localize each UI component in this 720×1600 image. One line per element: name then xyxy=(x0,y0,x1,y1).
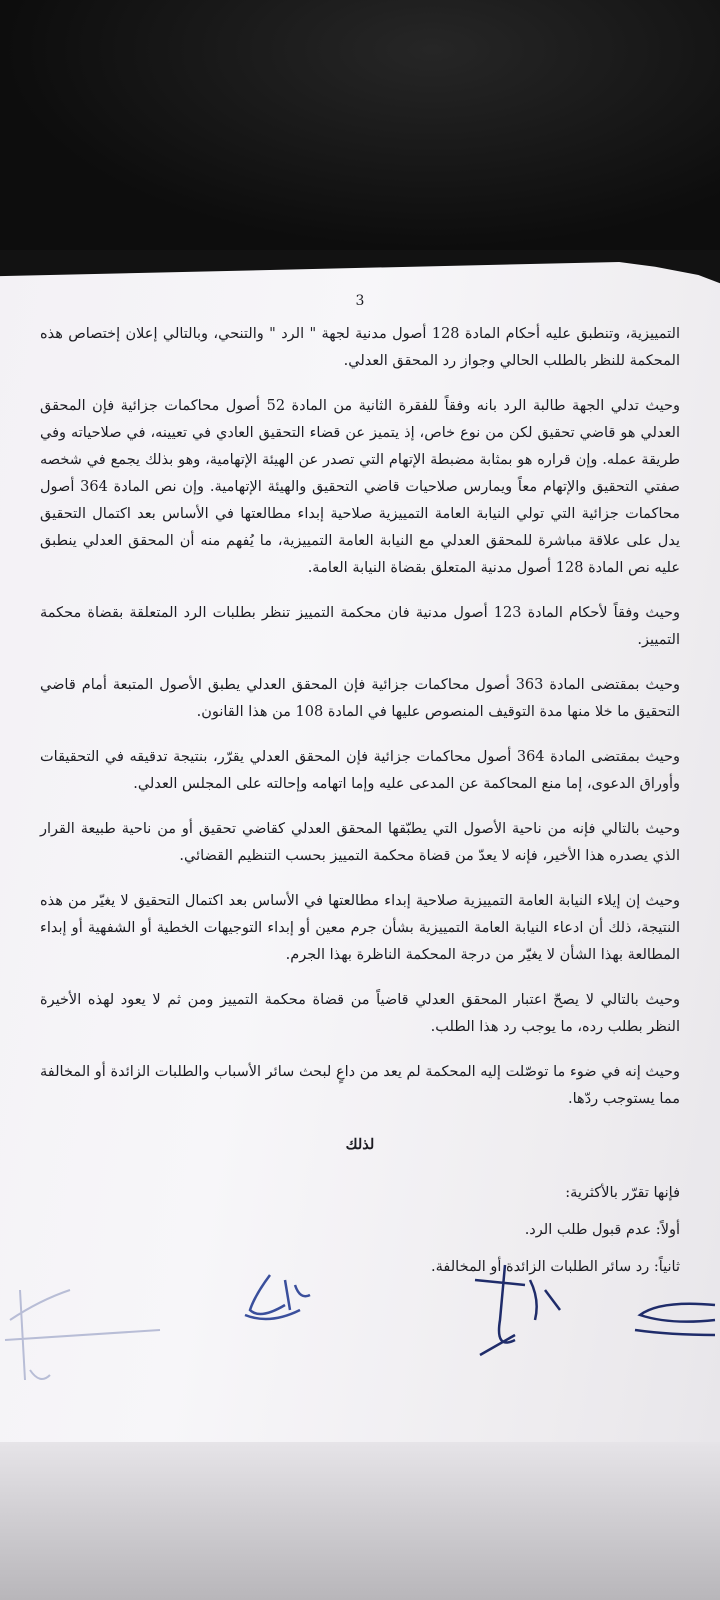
signature-left xyxy=(0,1270,170,1400)
document-body xyxy=(40,288,680,1291)
page-number: 3 xyxy=(355,293,365,309)
paragraph-1: التمييزية، وتنطبق عليه أحكام المادة 128 أصول مدنية لجهة " الرد " والتنحي، وبالتالي إعلان إختصاص هذه المحكمة للنظر بالطلب الحالي وجواز رد المحقق العدلي. xyxy=(40,326,680,369)
paragraph-3: وحيث وفقاً لأحكام المادة 123 أصول مدنية فان محكمة التمييز تنظر بطلبات الرد المتعلقة بقضاة محكمة التمييز. xyxy=(40,605,681,648)
section-heading: لذلك xyxy=(345,1136,375,1153)
signature-center-right xyxy=(455,1260,575,1370)
paragraph-4: وحيث بمقتضى المادة 363 أصول محاكمات جزائية فإن المحقق العدلي يطبق الأصول المتبعة أمام قاضي التحقيق ما خلا منها مدة التوقيف المنصوص عليها في المادة 108 من هذا القانون. xyxy=(40,677,680,720)
paragraph-5: وحيث بمقتضى المادة 364 أصول محاكمات جزائية فإن المحقق العدلي يقرّر، بنتيجة تدقيقه في التحقيقات وأوراق الدعوى، إما منع المحاكمة عن المدعى عليه وإما اتهامه وإحالته على المجلس العدلي. xyxy=(40,749,680,792)
decision-item-1: أولاً: عدم قبول طلب الرد. xyxy=(524,1222,680,1238)
dark-background xyxy=(0,0,720,250)
paragraph-8: وحيث بالتالي لا يصحّ اعتبار المحقق العدلي قاضياً من قضاة محكمة التمييز ومن ثم لا يعود لهذه الأخيرة النظر بطلب رده، ما يوجب رد هذا الطلب. xyxy=(40,992,680,1035)
paragraph-2: وحيث تدلي الجهة طالبة الرد بانه وفقاً للفقرة الثانية من المادة 52 أصول محاكمات جزائية فإن المحقق العدلي هو قاضي تحقيق لكن من نوع خاص، إذ يتميز عن قضاء التحقيق العادي في تعيينه، في صلاحياته وفي طريقة عمله. وإن قراره هو بمثابة مضبطة الإتهام التي تصدر عن الهيئة الإتهامية، وهو بذلك يجمع في شخصه صفتي التحقيق والإتهام معاً ويمارس صلاحيات قاضي التحقيق والهيئة الإتهامية. وإن نص المادة 364 أصول محاكمات جزائية التي تولي النيابة العامة التمييزية صلاحية إبداء مطالعتها في الأساس بعد اكتمال التحقيق يدل على علاقة مباشرة للمحقق العدلي مع النيابة العامة التمييزية، ما يُفهم منه أن المحقق العدلي ينطبق عليه نص المادة 128 أصول مدنية المتعلق بقضاة النيابة العامة. xyxy=(40,398,680,576)
paragraph-6: وحيث بالتالي فإنه من ناحية الأصول التي يطبّقها المحقق العدلي كقاضي تحقيق أو من ناحية طبيعة القرار الذي يصدره هذا الأخير، فإنه لا يعدّ من قضاة محكمة التمييز بحسب التنظيم القضائي. xyxy=(40,821,680,864)
paper-sheet-bottom xyxy=(0,1442,720,1600)
signature-center-left xyxy=(230,1265,330,1335)
paragraph-7: وحيث إن إيلاء النيابة العامة التمييزية صلاحية إبداء مطالعتها في الأساس بعد اكتمال التحقيق لا يغيّر من هذه النتيجة، ذلك أن ادعاء النيابة العامة التمييزية بشأن جرم معين أو إبداء التوجيهات الخطية أو الشفهية أو إبداء المطالعة بهذا الشأن لا يغيّر من درجة المحكمة الناظرة بهذا الجرم. xyxy=(40,893,680,963)
paragraph-9: وحيث إنه في ضوء ما توصّلت إليه المحكمة لم يعد من داعٍ لبحث سائر الأسباب والطلبات الزائدة أو المخالفة مما يستوجب ردّها. xyxy=(40,1064,680,1107)
decision-item-2: ثانياً: رد سائر الطلبات الزائدة أو المخالفة. xyxy=(431,1259,680,1275)
signature-area xyxy=(0,1270,720,1400)
decision-intro: فإنها تقرّر بالأكثرية: xyxy=(565,1185,680,1201)
signature-right xyxy=(630,1290,720,1360)
